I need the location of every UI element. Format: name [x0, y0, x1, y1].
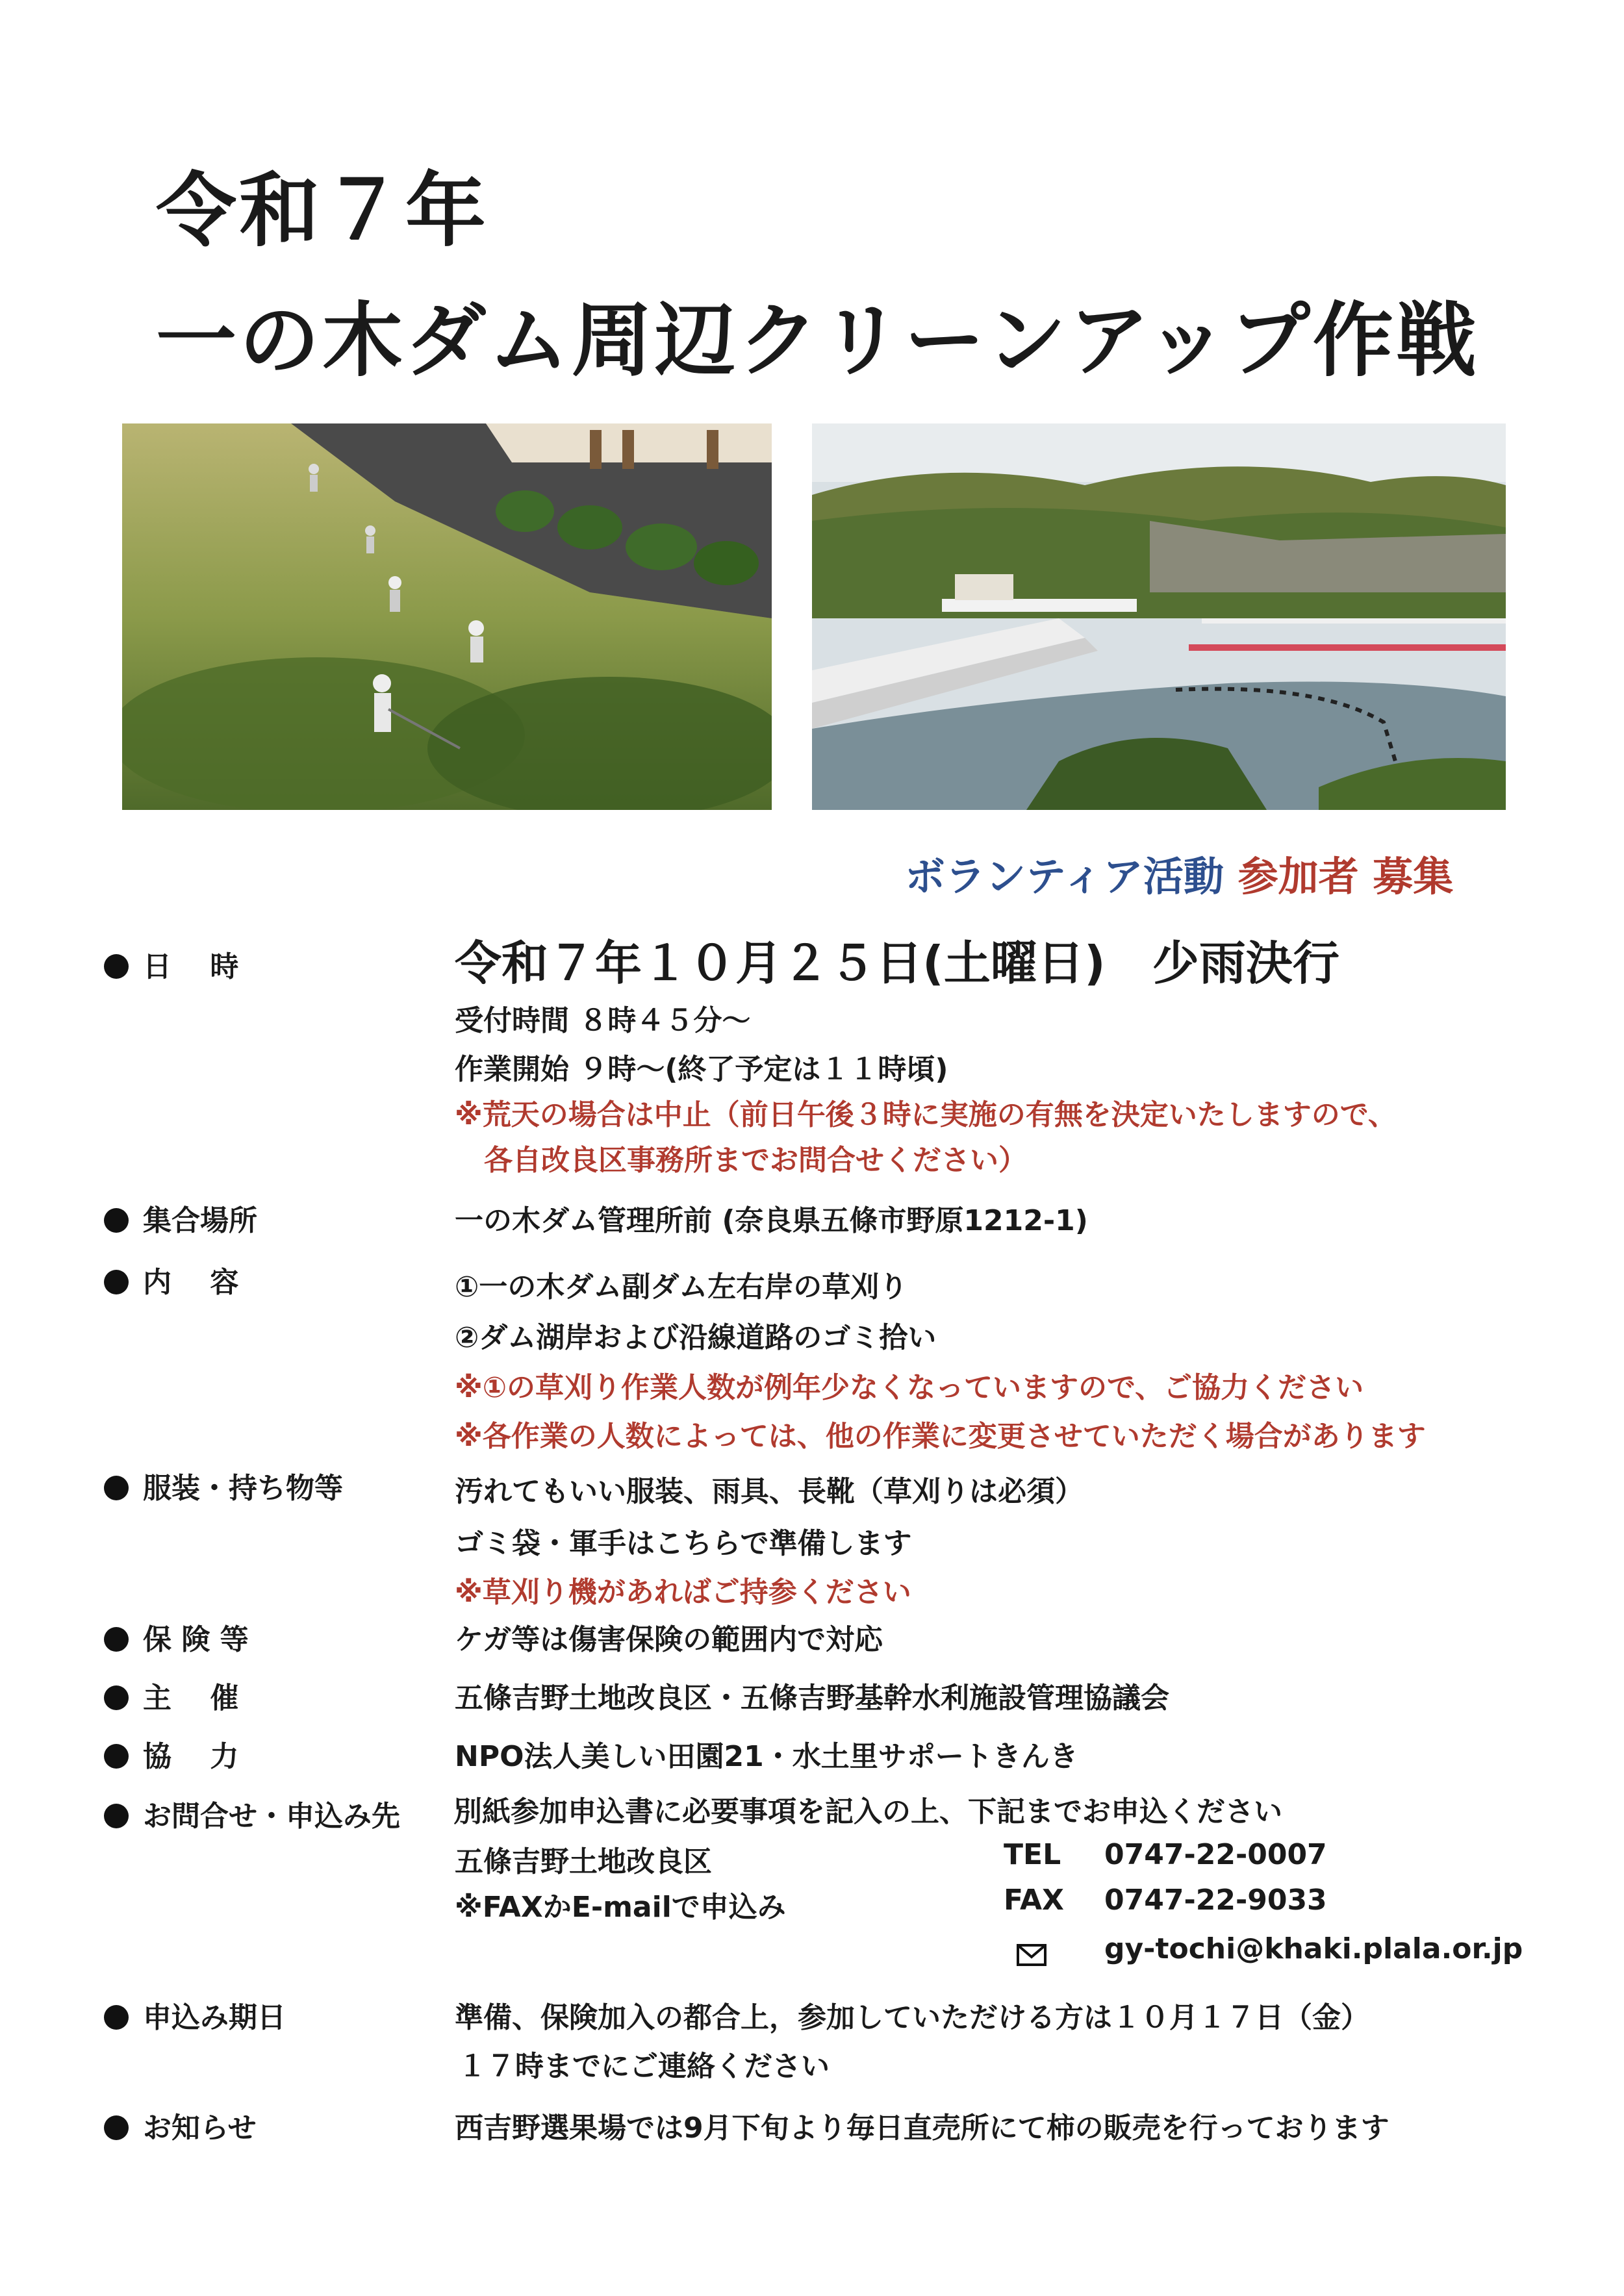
content-note1: ※①の草刈り作業人数が例年少なくなっていますので、ご協力ください — [455, 1371, 1364, 1404]
bullet-dot-icon — [104, 1744, 129, 1769]
deadline-line2: １７時までにご連絡ください — [458, 2050, 830, 2083]
content-line1: ①一の木ダム副ダム左右岸の草刈り — [455, 1270, 908, 1304]
bullet-dot-icon — [104, 954, 129, 979]
contact-fax-label: FAX — [1004, 1884, 1064, 1917]
bullet-dot-icon — [104, 1476, 129, 1500]
recruit-heading — [905, 844, 1453, 902]
bullet-clothes — [104, 1465, 343, 1506]
bullet-content — [104, 1259, 238, 1300]
contact-line1: 別紙参加申込書に必要事項を記入の上、下記までお申込ください — [453, 1795, 1282, 1828]
content-line2: ②ダム湖岸および沿線道路のゴミ拾い — [455, 1321, 937, 1354]
bullet-insurance — [104, 1616, 249, 1658]
recruit-participants: 参加者 募集 — [1237, 853, 1454, 900]
bullet-dot-icon — [104, 1208, 129, 1233]
photo-grass-cutting — [122, 423, 772, 810]
bullet-notice — [104, 2104, 257, 2146]
bullet-organizer — [104, 1674, 238, 1716]
datetime-reception: 受付時間 ８時４５分～ — [455, 1004, 751, 1037]
cooperation-value: NPO法人美しい田園21・水土里サポートきんき — [455, 1740, 1078, 1773]
contact-method: ※FAXかE-mailで申込み — [455, 1891, 786, 1924]
label-deadline: 申込み期日 — [143, 2001, 286, 2034]
clothes-line1: 汚れてもいい服装、雨具、長靴（草刈りは必須） — [455, 1475, 1084, 1508]
label-insurance: 保 険 等 — [143, 1623, 249, 1656]
datetime-start: 作業開始 ９時～(終了予定は１１時頃) — [455, 1053, 948, 1086]
bullet-dot-icon — [104, 2005, 129, 2030]
bullet-deadline — [104, 1994, 286, 2036]
datetime-main: 令和７年１０月２５日(土曜日) 少雨決行 — [455, 936, 1339, 990]
organizer-value: 五條吉野土地改良区・五條吉野基幹水利施設管理協議会 — [455, 1682, 1169, 1715]
label-datetime: 日 時 — [143, 950, 239, 983]
bullet-dot-icon — [104, 1804, 129, 1828]
label-notice: お知らせ — [143, 2112, 257, 2145]
label-clothes: 服装・持ち物等 — [143, 1472, 343, 1505]
bullet-dot-icon — [104, 1270, 129, 1294]
label-contact: お問合せ・申込み先 — [143, 1800, 400, 1833]
contact-org: 五條吉野土地改良区 — [455, 1845, 712, 1878]
label-place: 集合場所 — [143, 1204, 257, 1237]
label-content: 内 容 — [143, 1266, 239, 1299]
deadline-line1: 準備、保険加入の都合上，参加していただける方は１０月１７日（金） — [455, 2001, 1369, 2034]
datetime-note1: ※荒天の場合は中止（前日午後３時に実施の有無を決定いたしますので、 — [455, 1098, 1397, 1131]
recruit-volunteer: ボランティア活動 — [905, 853, 1224, 900]
contact-tel: 0747-22-0007 — [1104, 1838, 1327, 1871]
mail-icon — [1017, 1937, 1047, 1970]
bullet-cooperation — [104, 1733, 238, 1774]
clothes-line2: ゴミ袋・軍手はこちらで準備します — [455, 1527, 912, 1560]
place-value: 一の木ダム管理所前 (奈良県五條市野原1212-1) — [455, 1204, 1088, 1237]
label-organizer: 主 催 — [143, 1682, 239, 1715]
insurance-value: ケガ等は傷害保険の範囲内で対応 — [455, 1623, 883, 1656]
contact-fax: 0747-22-9033 — [1104, 1884, 1327, 1917]
contact-email[interactable]: gy-tochi@khaki.plala.or.jp — [1104, 1932, 1523, 1965]
content-note2: ※各作業の人数によっては、他の作業に変更させていただく場合があります — [455, 1420, 1426, 1453]
photo-dam-lake — [812, 423, 1506, 810]
contact-tel-label: TEL — [1004, 1838, 1061, 1871]
bullet-contact — [104, 1793, 400, 1834]
label-cooperation: 協 力 — [143, 1740, 239, 1773]
title-line2: 一の木ダム周辺クリーンアップ作戦 — [156, 294, 1479, 388]
bullet-place — [104, 1197, 257, 1239]
bullet-dot-icon — [104, 1627, 129, 1652]
datetime-note2: 各自改良区事務所までお問合せください） — [484, 1144, 1027, 1177]
title-line1: 令和７年 — [156, 164, 489, 258]
clothes-note: ※草刈り機があればご持参ください — [455, 1576, 911, 1609]
bullet-datetime — [104, 943, 238, 985]
bullet-dot-icon — [104, 2115, 129, 2140]
bullet-dot-icon — [104, 1685, 129, 1710]
notice-value: 西吉野選果場では9月下旬より毎日直売所にて柿の販売を行っております — [455, 2112, 1389, 2145]
